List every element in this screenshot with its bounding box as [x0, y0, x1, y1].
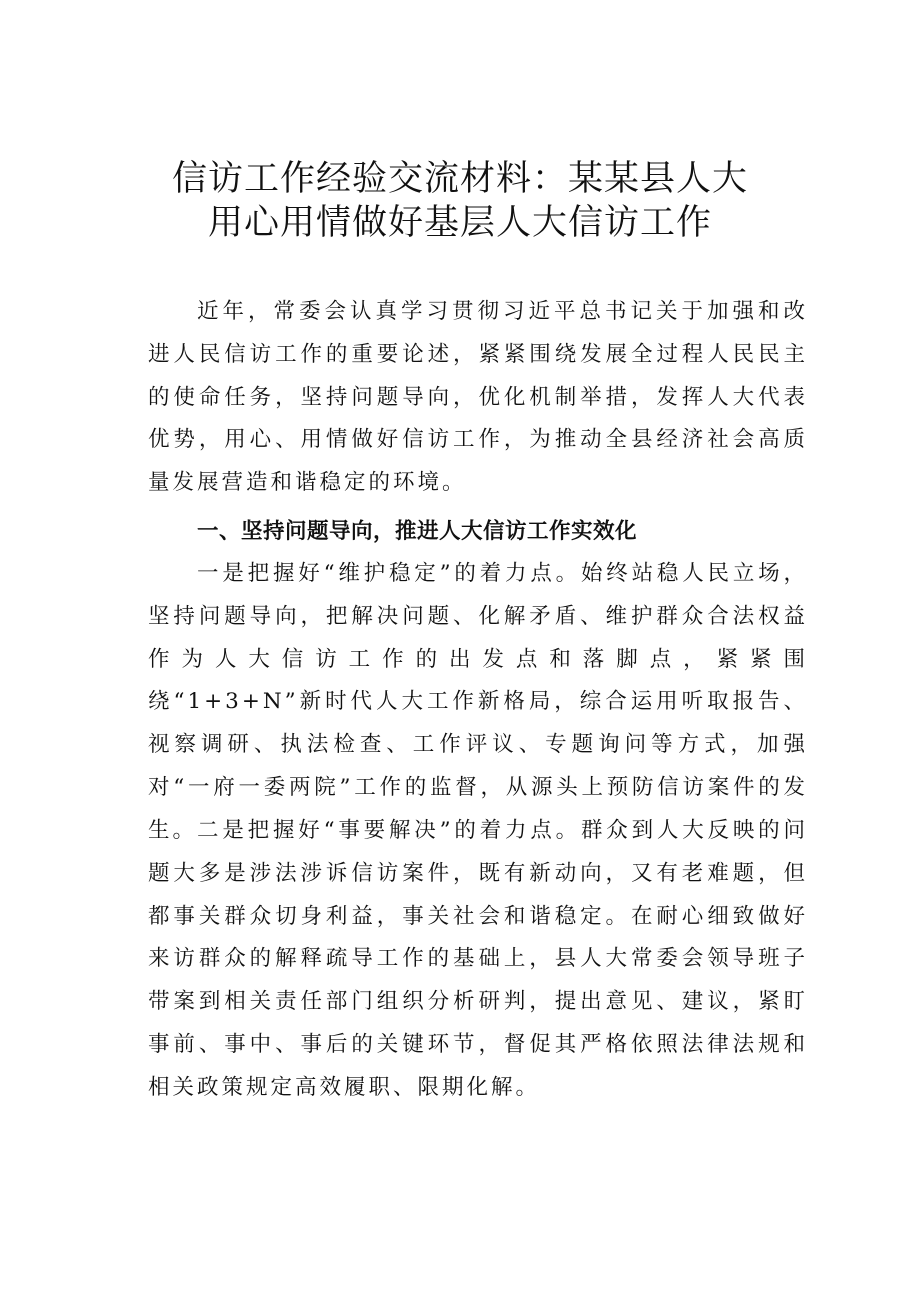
document-title-line-2: 用心用情做好基层人大信访工作	[207, 203, 712, 243]
paragraph-maintain-stability: 一是把握好“维护稳定”的着力点。始终站稳人民立场，坚持问题导向，把解决问题、化解矛盾、维护群众合法权益作为人大信访工作的出发点和落脚点，紧紧围绕“1+3+N”新时代人大工作新格局，综合运用听取报告、视察调研、执法检查、工作评议、专题询问等方式，加强对“一府一委两院”工作的监督，从源头上预防信访案件的发生。	[148, 561, 808, 843]
document-title-line-1: 信访工作经验交流材料：某某县人大	[171, 159, 748, 199]
intro-paragraph: 近年，常委会认真学习贯彻习近平总书记关于加强和改进人民信访工作的重要论述，紧紧围绕发展全过程人民民主的使命任务，坚持问题导向，优化机制举措，发挥人大代表优势，用心、用情做好信访工作，为推动全县经济社会高质量发展营造和谐稳定的环境。	[148, 299, 808, 496]
paragraph-resolve-issues: 二是把握好“事要解决”的着力点。群众到人大反映的问题大多是涉法涉诉信访案件，既有新动向，又有老难题，但都事关群众切身利益，事关社会和谐稳定。在耐心细致做好来访群众的解释疏导工作的基础上，县人大常委会领导班子带案到相关责任部门组织分析研判，提出意见、建议，紧盯事前、事中、事后的关键环节，督促其严格依照法律法规和相关政策规定高效履职、限期化解。	[148, 818, 808, 1100]
section-heading-1: 一、坚持问题导向，推进人大信访工作实效化	[197, 519, 638, 544]
